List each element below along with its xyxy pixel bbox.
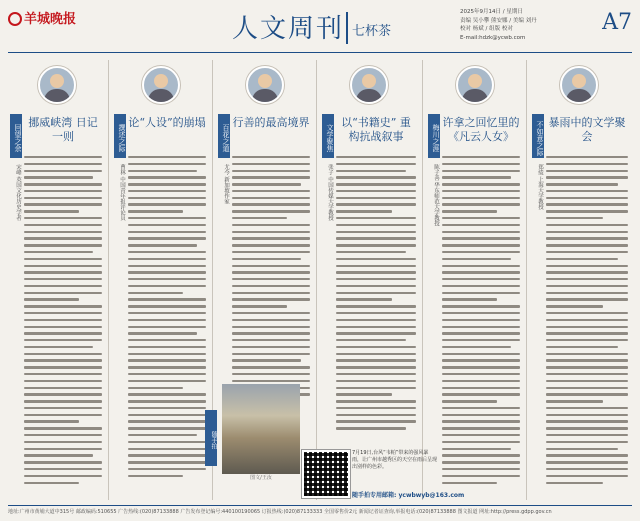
- article-body: [336, 156, 416, 434]
- contact-email: E-mail:hdzk@ycwb.com: [460, 34, 526, 41]
- promo-email-label: 随手拍专用邮箱:: [352, 492, 397, 499]
- column-tag: 回望之余: [10, 114, 22, 158]
- promo-email[interactable]: ycwbwyb@163.com: [398, 492, 465, 499]
- author-byline: 宋峰 英国文化历史学者: [15, 164, 21, 221]
- qr-code-icon: [302, 450, 350, 498]
- article-body: [546, 156, 628, 488]
- column-divider: [108, 60, 109, 500]
- article-headline: 挪威峡湾 日记一则: [28, 116, 98, 143]
- photo-promo: [352, 450, 438, 471]
- logo-mark-icon: [8, 12, 22, 26]
- author-avatar: [456, 66, 494, 104]
- masthead-rule: [8, 52, 632, 53]
- column-1: [8, 60, 106, 500]
- column-tag: 撰述之际: [114, 114, 126, 158]
- logo-text: 羊城晚报: [24, 12, 77, 27]
- article-headline: 以“书籍史” 重构抗战叙事: [341, 116, 411, 143]
- article-headline: 暴雨中的文学聚会: [548, 116, 626, 143]
- author-avatar: [38, 66, 76, 104]
- author-avatar: [350, 66, 388, 104]
- author-avatar: [560, 66, 598, 104]
- column-divider: [526, 60, 527, 500]
- section-title: 人文周刊: [232, 14, 345, 44]
- footer-rule: [8, 505, 632, 506]
- article-body: [24, 156, 102, 488]
- author-byline: 陈子善 华东师范大学教授: [433, 164, 439, 227]
- author-avatar: [142, 66, 180, 104]
- column-tag: 不如意之际: [532, 114, 544, 158]
- column-tag: 梅川之涯: [428, 114, 440, 158]
- column-5: [426, 60, 524, 500]
- column-tag: 文学聚焦: [322, 114, 334, 158]
- masthead-meta: [460, 8, 537, 42]
- article-body: [232, 156, 310, 407]
- author-avatar: [246, 66, 284, 104]
- author-byline: 郑绩 上海大学教授: [537, 164, 543, 210]
- issue-date: 2025年9月14日 / 星期日: [460, 9, 523, 15]
- photo-caption: 图文/王汝: [250, 475, 272, 481]
- article-headline: 行善的最高境界: [232, 116, 310, 129]
- article-headline: 论“人设”的崩塌: [128, 116, 206, 129]
- author-byline: 尤今 新加坡作家: [223, 164, 229, 205]
- column-divider: [422, 60, 423, 500]
- section-divider: [346, 12, 348, 44]
- masthead: [8, 6, 632, 50]
- article-body: [128, 156, 206, 482]
- column-6: [530, 60, 632, 500]
- page-number: A7: [602, 10, 632, 35]
- promo-text: 7月19日,台风“韦帕”带来的强风暴雨，让广州市越秀区的天空在雨后呈现出别样的色彩。: [352, 450, 438, 470]
- photo-section-label: 随手拍: [205, 410, 217, 466]
- column-tag: 百花之道: [218, 114, 230, 158]
- promo-email-block: [352, 490, 464, 499]
- author-byline: 张子 中国传媒大学教授: [327, 164, 333, 221]
- column-4: [320, 60, 420, 500]
- editors-line-2: 校对 杨斌 / 组版 校对: [460, 26, 513, 32]
- article-headline: 许拿之回忆里的 《凡云人女》: [442, 116, 520, 143]
- section-subtitle: 七杯茶: [352, 24, 392, 39]
- column-divider: [316, 60, 317, 500]
- newspaper-logo: [8, 8, 76, 27]
- article-body: [442, 156, 520, 488]
- author-byline: 曹林 中国青年报评论员: [119, 164, 125, 221]
- page-footer: 地址:广州市黄埔大道中315号 邮政编码:510655 广告热线:(020)87133888 广告发布登记编号:440100190065 订报热线:(020)87133333 全国零售价2元 新闻记者证查询,举报电话:(020)87133888 图文报道 网址:http://press.gdpp.gov.cn: [8, 509, 552, 515]
- editors-line-1: 责编 吴小攀 熊安娜 / 美编 刘丹: [460, 17, 537, 24]
- city-photo: [222, 384, 300, 474]
- column-2: [112, 60, 210, 500]
